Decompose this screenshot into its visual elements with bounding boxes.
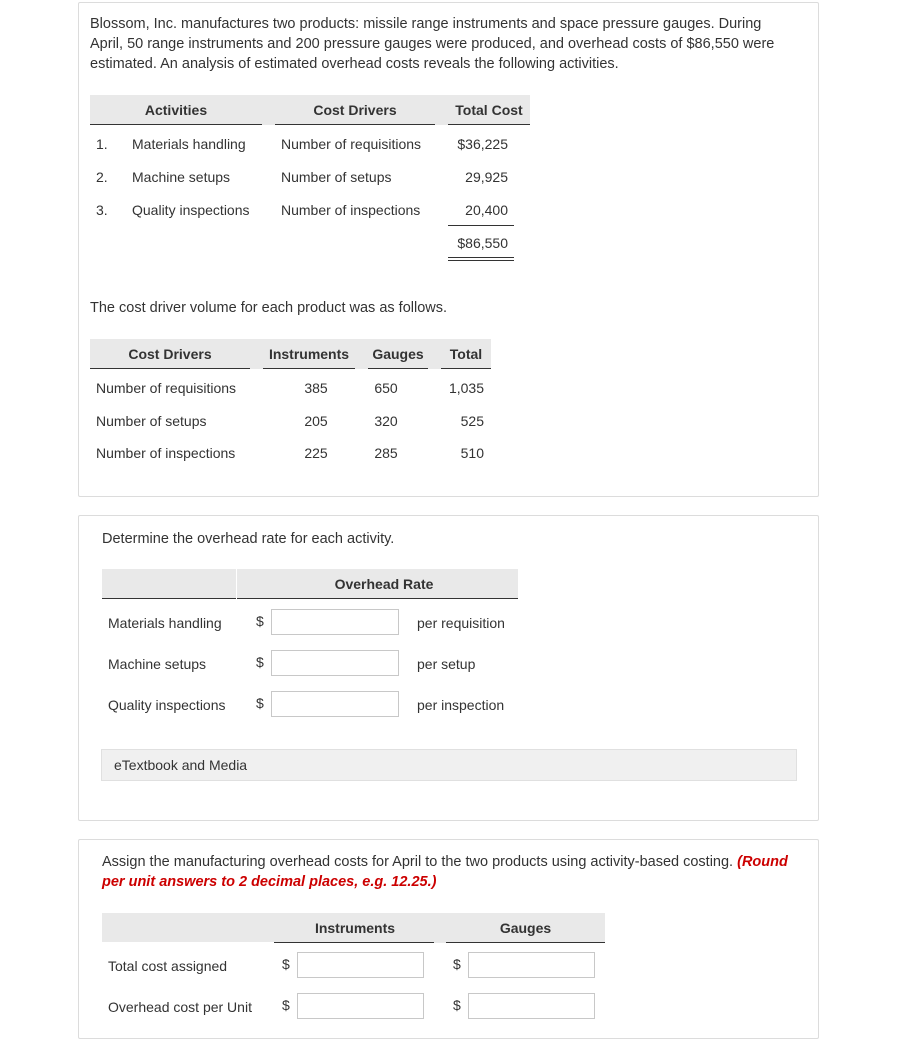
volume-row-instruments: 385: [304, 380, 328, 396]
volume-row-instruments: 205: [304, 413, 328, 429]
rounding-instruction: (Round per unit answers to 2 decimal places, e.g. 12.25.): [102, 854, 788, 890]
volume-row-gauges: 285: [374, 445, 398, 461]
activity-row-cost: 20,400: [465, 202, 508, 218]
dollar-sign: $: [453, 997, 461, 1013]
dollar-sign: $: [453, 956, 461, 972]
dollar-sign: $: [256, 654, 264, 670]
activity-row-driver: Number of inspections: [281, 202, 421, 218]
volume-row-driver: Number of requisitions: [96, 380, 237, 396]
volume-row-total: 1,035: [448, 380, 484, 396]
machine-setups-rate-input[interactable]: [271, 650, 399, 676]
rate-row-label: Machine setups: [108, 656, 207, 672]
dollar-sign: $: [256, 695, 264, 711]
col-instruments: Instruments: [314, 920, 396, 936]
activity-row-cost: 29,925: [465, 169, 508, 185]
quality-inspections-rate-input[interactable]: [271, 691, 399, 717]
activity-row-name: Machine setups: [132, 169, 231, 185]
instruments-total-cost-input[interactable]: [297, 952, 424, 978]
activity-row-num: 2.: [96, 169, 108, 185]
col-instruments: Instruments: [268, 346, 350, 362]
col-gauges: Gauges: [372, 346, 424, 362]
activities-total: $86,550: [457, 235, 508, 251]
part2-question: [102, 852, 792, 892]
intro-paragraph: Blossom, Inc. manufactures two products: missile range instruments and space pressure gauges. During April, 50 range instruments and 200 pressure gauges were produced, and overhead costs of $86,550 were estimated. An analysis of estimated overhead costs reveals the following activities.: [90, 16, 775, 72]
total-rule: [448, 225, 514, 226]
gauges-cost-per-unit-input[interactable]: [468, 993, 595, 1019]
col-overhead-rate: Overhead Rate: [334, 576, 434, 592]
dollar-sign: $: [282, 997, 290, 1013]
activity-row-num: 1.: [96, 136, 108, 152]
part1-question: Determine the overhead rate for each activity.: [102, 531, 395, 547]
dollar-sign: $: [282, 956, 290, 972]
assign-row-label: Total cost assigned: [108, 958, 228, 974]
volume-row-driver: Number of inspections: [96, 445, 236, 461]
volume-row-total: 510: [460, 445, 484, 461]
col-total: Total: [449, 346, 483, 362]
volume-intro: The cost driver volume for each product was as follows.: [90, 300, 448, 316]
activity-row-cost: $36,225: [457, 136, 508, 152]
volume-row-gauges: 650: [374, 380, 398, 396]
rate-row-label: Materials handling: [108, 615, 222, 631]
col-activities: Activities: [144, 102, 208, 118]
volume-row-driver: Number of setups: [96, 413, 207, 429]
activity-row-name: Materials handling: [132, 136, 246, 152]
rate-row-unit: per setup: [417, 656, 476, 672]
assign-row-label: Overhead cost per Unit: [108, 999, 252, 1015]
rate-row-unit: per inspection: [417, 697, 505, 713]
rate-row-label: Quality inspections: [108, 697, 226, 713]
gauges-total-cost-input[interactable]: [468, 952, 595, 978]
activity-row-driver: Number of setups: [281, 169, 392, 185]
activity-row-name: Quality inspections: [132, 202, 250, 218]
volume-row-gauges: 320: [374, 413, 398, 429]
materials-handling-rate-input[interactable]: [271, 609, 399, 635]
rate-row-unit: per requisition: [417, 615, 505, 631]
dollar-sign: $: [256, 613, 264, 629]
etextbook-link[interactable]: eTextbook and Media: [114, 757, 248, 773]
activity-row-num: 3.: [96, 202, 108, 218]
col-total-cost: Total Cost: [455, 102, 523, 118]
col-gauges: Gauges: [499, 920, 552, 936]
part2-question-text: Assign the manufacturing overhead costs for April to the two products using activity-based costing.: [102, 854, 734, 870]
double-rule: [448, 257, 514, 258]
volume-row-instruments: 225: [304, 445, 328, 461]
col-cost-drivers: Cost Drivers: [128, 346, 212, 362]
activity-row-driver: Number of requisitions: [281, 136, 422, 152]
instruments-cost-per-unit-input[interactable]: [297, 993, 424, 1019]
col-cost-drivers: Cost Drivers: [313, 102, 397, 118]
volume-row-total: 525: [460, 413, 484, 429]
